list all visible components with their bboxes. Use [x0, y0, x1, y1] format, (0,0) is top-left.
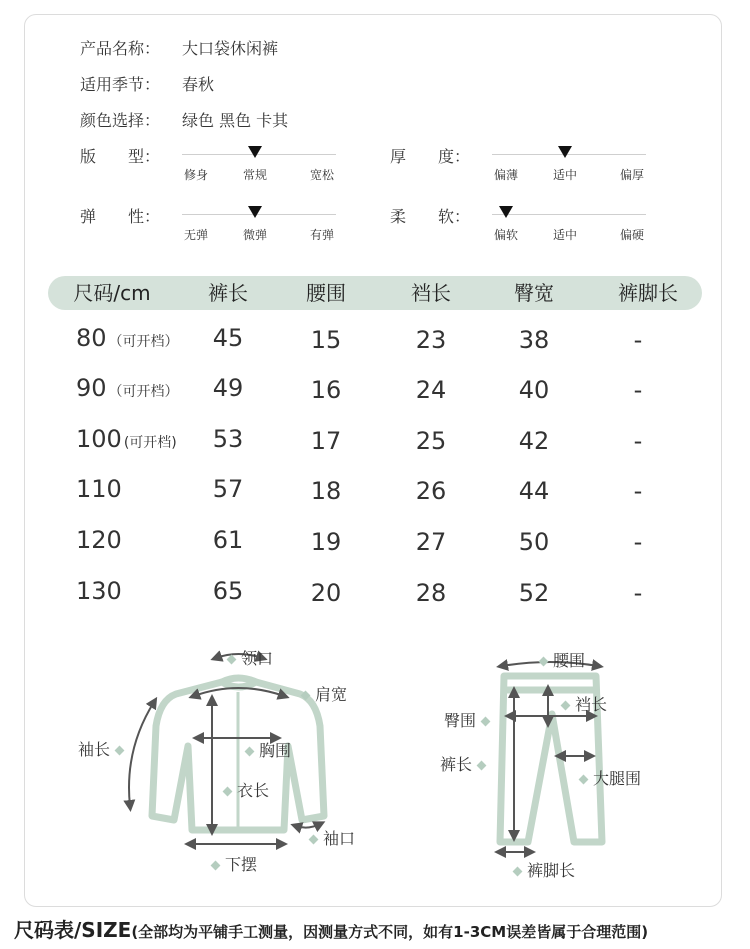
diamond-icon [245, 747, 255, 757]
table-cell: 17 [310, 427, 342, 455]
table-cell: 53 [212, 425, 244, 453]
table-cell: 57 [212, 475, 244, 503]
label-collar: 领口 [222, 646, 273, 669]
spec-softness-scale [492, 204, 646, 244]
scale-option: 微弹 [242, 228, 268, 242]
table-cell: 44 [518, 477, 550, 505]
label-hem: 下摆 [206, 852, 257, 875]
spec-fit-label: 版 型： [80, 147, 161, 166]
label-shoulder: 肩宽 [296, 682, 347, 705]
header-rise: 裆长 [411, 281, 451, 305]
diamond-icon [513, 867, 523, 877]
table-cell: 19 [310, 528, 342, 556]
scale-option: 宽松 [309, 168, 335, 182]
scale-line [492, 214, 646, 215]
table-cell: 45 [212, 324, 244, 352]
label-rise: 裆长 [556, 692, 607, 715]
table-cell: 18 [310, 477, 342, 505]
info-colors [80, 108, 288, 131]
diamond-icon [211, 861, 221, 871]
label-sleeve: 袖长 [78, 737, 129, 760]
diamond-icon [115, 746, 125, 756]
scale-option: 无弹 [183, 228, 209, 242]
spec-elasticity-label: 弹 性： [80, 207, 161, 226]
table-cell-size: 100 (可开档) [76, 425, 177, 453]
label-leg-opening: 裤脚长 [508, 858, 575, 881]
selected-marker-icon [499, 206, 513, 218]
info-product-name [80, 36, 278, 59]
table-cell: 25 [415, 427, 447, 455]
diamond-icon [579, 775, 589, 785]
table-cell: 61 [212, 526, 244, 554]
diamond-icon [481, 717, 491, 727]
label-pants-length: 裤长 [440, 752, 491, 775]
info-season [80, 72, 214, 95]
table-cell: - [633, 427, 643, 455]
diamond-icon [227, 655, 237, 665]
info-label: 产品名称： [80, 39, 161, 58]
table-cell: - [633, 376, 643, 404]
footer-note: (全部均为平铺手工测量，因测量方式不同，如有1-3CM误差皆属于合理范围) [131, 923, 649, 941]
scale-option: 偏厚 [619, 168, 645, 182]
table-cell: 27 [415, 528, 447, 556]
header-size: 尺码/cm [73, 281, 151, 305]
table-cell: 24 [415, 376, 447, 404]
table-cell: 15 [310, 326, 342, 354]
table-cell: - [633, 528, 643, 556]
spec-thickness-scale [492, 144, 646, 184]
label-chest: 胸围 [240, 738, 291, 761]
scale-option: 偏软 [493, 228, 519, 242]
header-hip: 臀宽 [514, 281, 554, 305]
table-cell: 65 [212, 577, 244, 605]
footer-caption [14, 914, 648, 943]
selected-marker-icon [248, 206, 262, 218]
label-waist: 腰围 [534, 648, 585, 671]
table-cell-size: 110 [76, 475, 122, 503]
table-cell: 23 [415, 326, 447, 354]
table-cell-size: 130 [76, 577, 122, 605]
table-cell-size: 120 [76, 526, 122, 554]
diamond-icon [223, 787, 233, 797]
spec-softness-label: 柔 软： [390, 207, 471, 226]
info-value: 大口袋休闲裤 [182, 39, 279, 58]
spec-thickness-label: 厚 度： [390, 147, 471, 166]
label-cuff: 袖口 [304, 826, 355, 849]
diamond-icon [477, 761, 487, 771]
scale-option: 常规 [242, 168, 268, 182]
scale-option: 偏硬 [619, 228, 645, 242]
header-pants-length: 裤长 [208, 281, 248, 305]
measurement-diagram [0, 630, 750, 900]
table-cell: 50 [518, 528, 550, 556]
label-length: 衣长 [218, 778, 269, 801]
table-cell: 40 [518, 376, 550, 404]
scale-option: 有弹 [309, 228, 335, 242]
table-cell-size: 80 （可开档） [76, 324, 179, 352]
info-label: 适用季节： [80, 75, 161, 94]
scale-option: 适中 [552, 168, 578, 182]
selected-marker-icon [248, 146, 262, 158]
table-cell: - [633, 326, 643, 354]
table-cell: 52 [518, 579, 550, 607]
scale-option: 修身 [183, 168, 209, 182]
table-cell: 49 [212, 374, 244, 402]
footer-title: 尺码表/SIZE [14, 918, 132, 942]
header-leg-opening: 裤脚长 [618, 281, 678, 305]
spec-elasticity-scale [182, 204, 336, 244]
header-waist: 腰围 [306, 281, 346, 305]
table-cell: 16 [310, 376, 342, 404]
table-cell: - [633, 477, 643, 505]
table-cell: 26 [415, 477, 447, 505]
diamond-icon [309, 835, 319, 845]
diamond-icon [301, 691, 311, 701]
spec-fit-scale [182, 144, 336, 184]
info-label: 颜色选择： [80, 111, 161, 130]
diamond-icon [561, 701, 571, 711]
diamond-icon [539, 657, 549, 667]
table-cell-size: 90 （可开档） [76, 374, 179, 402]
info-value: 绿色 黑色 卡其 [182, 111, 289, 130]
table-cell: 38 [518, 326, 550, 354]
info-value: 春秋 [182, 75, 215, 94]
table-cell: - [633, 579, 643, 607]
label-hip: 臀围 [444, 708, 495, 731]
scale-option: 偏薄 [493, 168, 519, 182]
table-cell: 20 [310, 579, 342, 607]
scale-option: 适中 [552, 228, 578, 242]
selected-marker-icon [558, 146, 572, 158]
label-thigh: 大腿围 [574, 766, 641, 789]
table-cell: 42 [518, 427, 550, 455]
table-cell: 28 [415, 579, 447, 607]
